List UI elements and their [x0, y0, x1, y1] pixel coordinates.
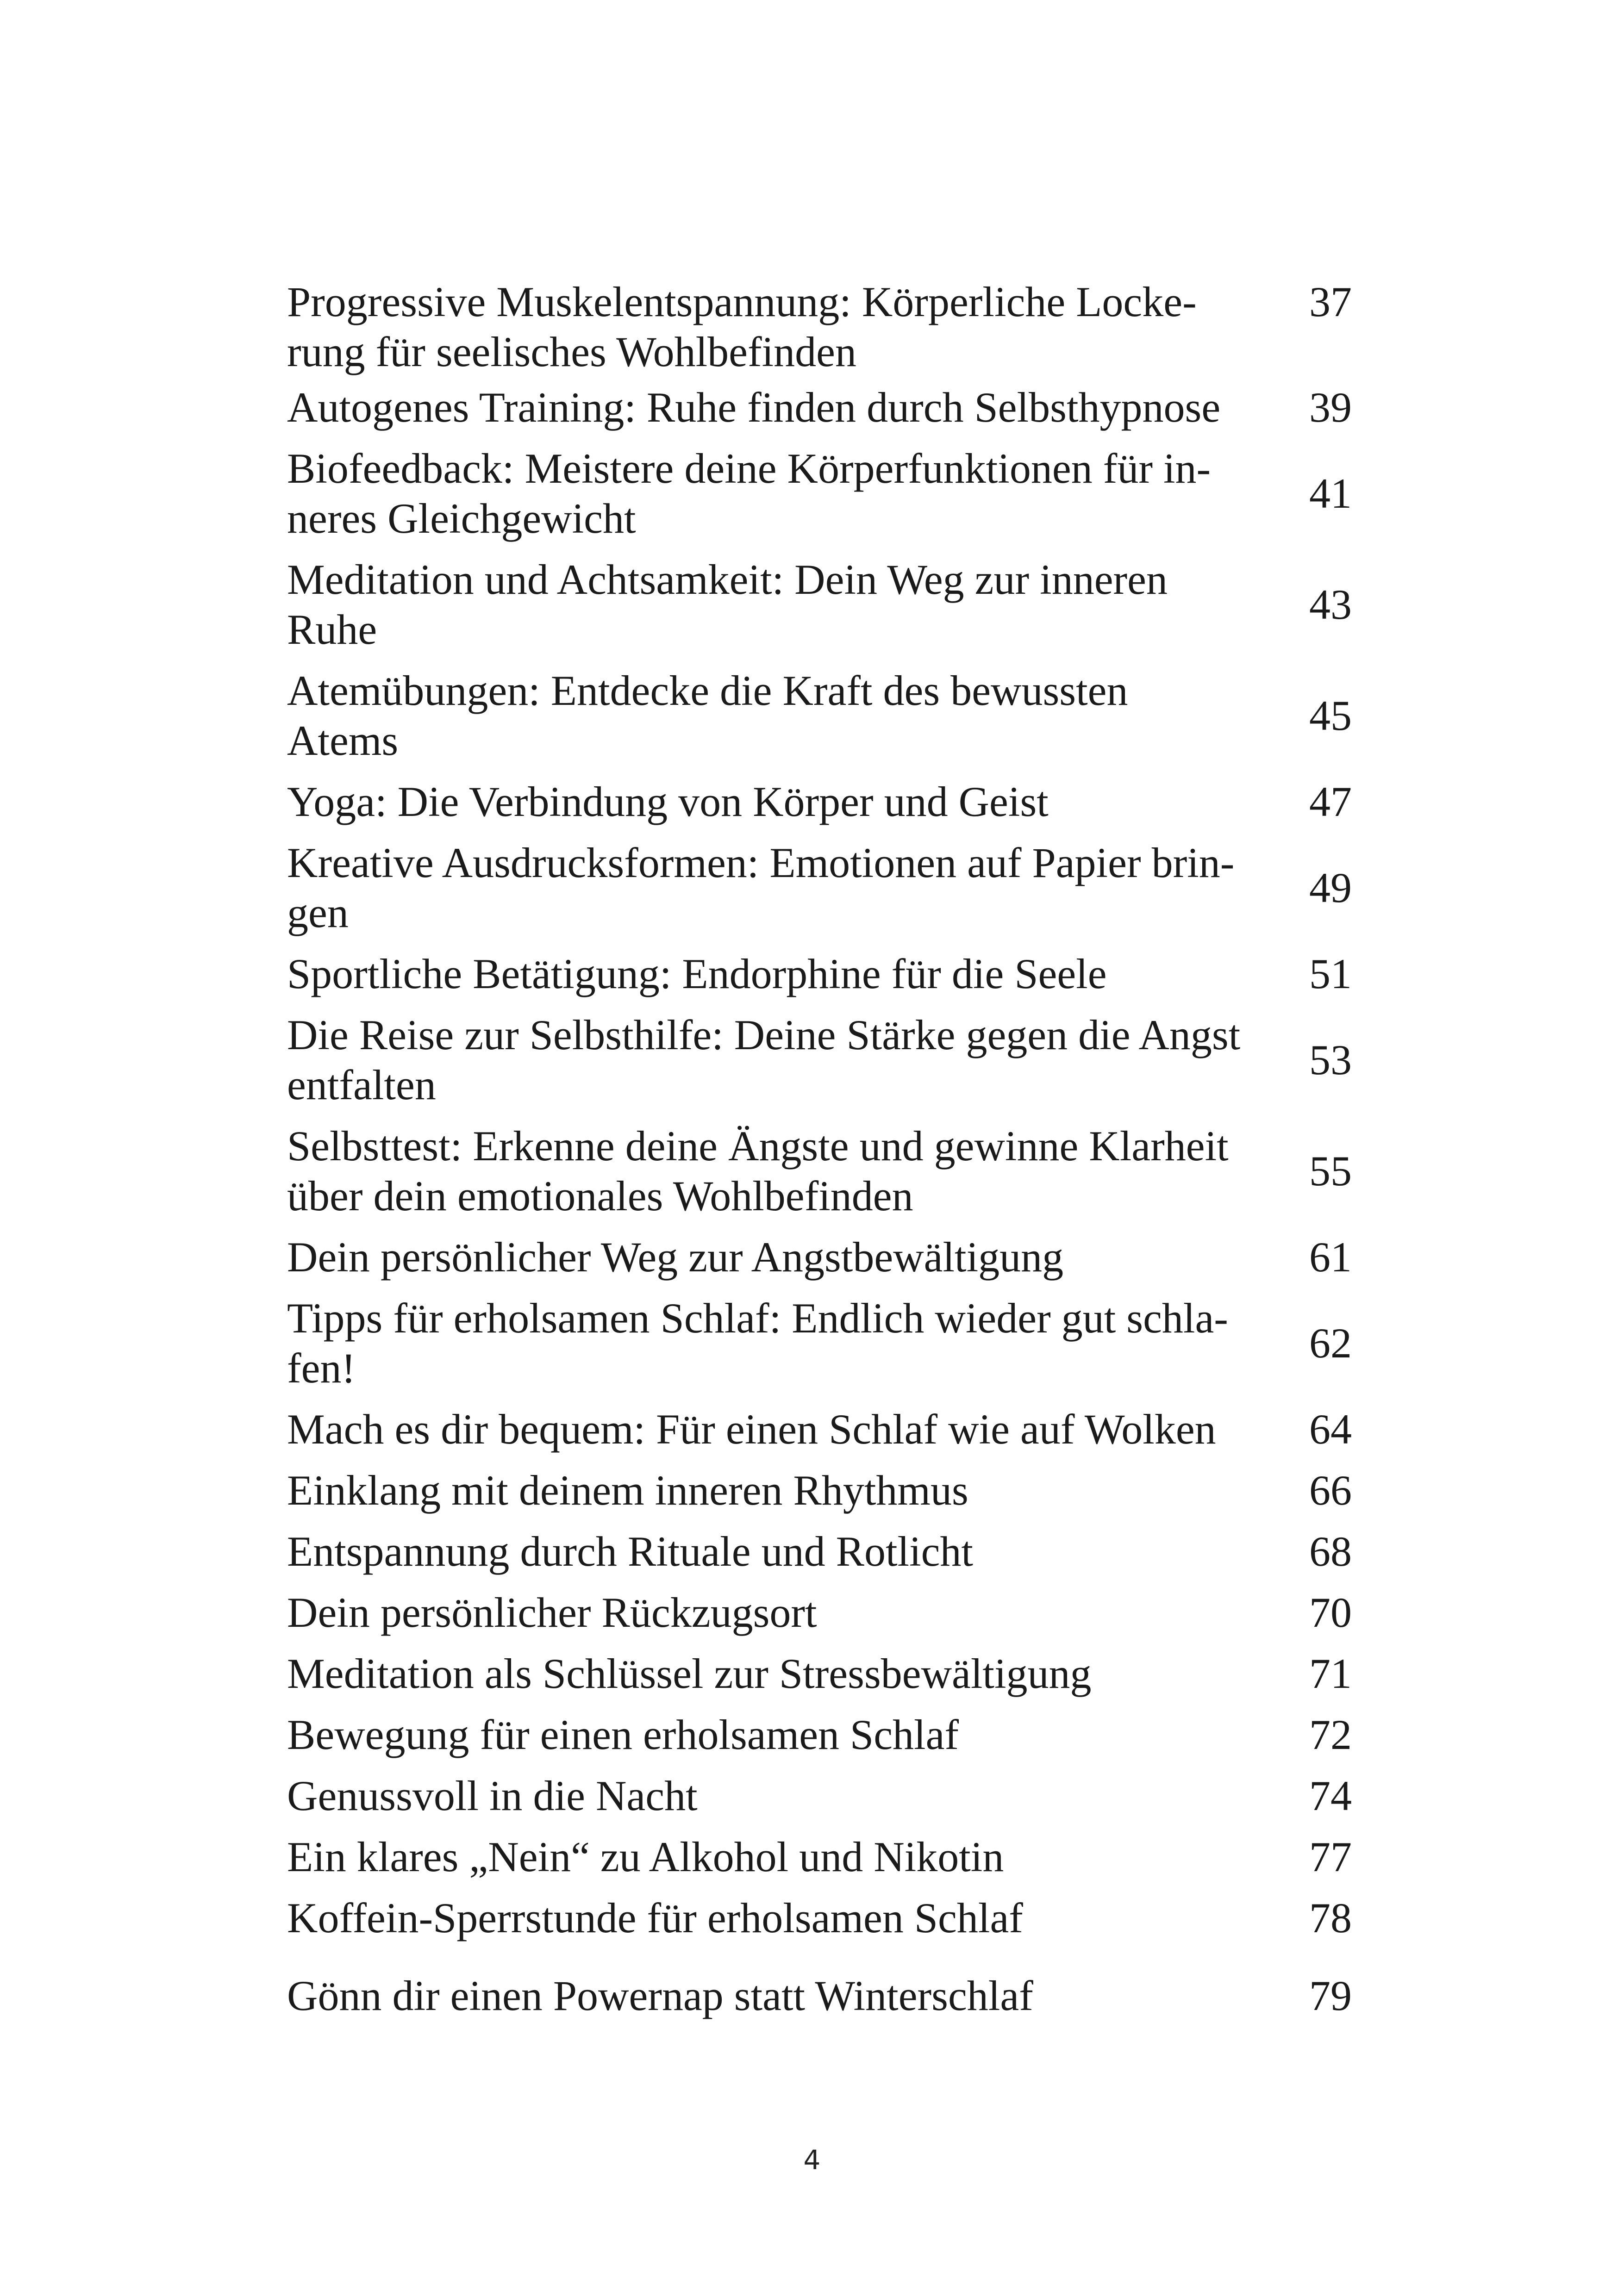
toc-entry — [287, 1288, 1352, 1399]
toc-entry-title: Yoga: Die Verbindung von Körper und Geist — [287, 778, 1049, 825]
toc-entry — [287, 1826, 1352, 1887]
toc-entry-page: 72 — [1309, 1711, 1352, 1758]
toc-entry-title: Genussvoll in die Nacht — [287, 1772, 698, 1819]
toc-entry — [287, 1704, 1352, 1765]
toc-entry-page: 41 — [1309, 470, 1352, 517]
toc-entry-title: Entspannung durch Rituale und Rotlicht — [287, 1528, 974, 1575]
toc-entry-page: 62 — [1309, 1319, 1352, 1367]
table-of-contents — [287, 277, 1352, 2021]
toc-entry-title: Atemübungen: Entdecke die Kraft des bewussten Atems — [287, 667, 1128, 764]
toc-entry-title: Sportliche Betätigung: Endorphine für die Seele — [287, 950, 1107, 997]
toc-entry-page: 55 — [1309, 1147, 1352, 1195]
toc-entry-title: Meditation und Achtsamkeit: Dein Weg zur inneren Ruhe — [287, 556, 1168, 653]
toc-entry — [287, 832, 1352, 943]
toc-entry-page: 51 — [1309, 950, 1352, 997]
toc-entry-title: Dein persönlicher Rückzugsort — [287, 1589, 817, 1636]
toc-entry — [287, 771, 1352, 832]
toc-entry-page: 78 — [1309, 1894, 1352, 1941]
toc-entry — [287, 1948, 1352, 2021]
toc-entry-page: 61 — [1309, 1233, 1352, 1281]
toc-entry-title: Meditation als Schlüssel zur Stressbewältigung — [287, 1650, 1092, 1697]
toc-entry-title: Bewegung für einen erholsamen Schlaf — [287, 1711, 959, 1758]
toc-entry-page: 79 — [1309, 1972, 1352, 2019]
toc-entry — [287, 1115, 1352, 1226]
toc-entry-page: 68 — [1309, 1528, 1352, 1575]
toc-entry-title: Die Reise zur Selbsthilfe: Deine Stärke gegen die Angst entfalten — [287, 1011, 1241, 1108]
toc-entry — [287, 1643, 1352, 1704]
toc-entry-page: 47 — [1309, 778, 1352, 825]
toc-entry-title: Einklang mit deinem inneren Rhythmus — [287, 1467, 968, 1514]
toc-entry — [287, 549, 1352, 660]
toc-entry-page: 39 — [1309, 384, 1352, 431]
page-number: 4 — [803, 2144, 821, 2176]
toc-entry-page: 74 — [1309, 1772, 1352, 1819]
toc-entry-title: Dein persönlicher Weg zur Angstbewältigung — [287, 1233, 1064, 1281]
toc-entry — [287, 1399, 1352, 1460]
toc-entry-title: Gönn dir einen Powernap statt Winterschlaf — [287, 1972, 1033, 2019]
toc-entry-title: Progressive Muskelentspannung: Körperliche Locke- rung für seelisches Wohlbefinden — [287, 278, 1197, 375]
toc-entry-title: Tipps für erholsamen Schlaf: Endlich wieder gut schla- fen! — [287, 1294, 1228, 1392]
toc-entry-page: 45 — [1309, 692, 1352, 739]
toc-entry-page: 37 — [1309, 278, 1352, 325]
toc-entry — [287, 1765, 1352, 1826]
toc-entry — [287, 660, 1352, 771]
toc-entry-title: Koffein-Sperrstunde für erholsamen Schlaf — [287, 1894, 1023, 1941]
toc-entry-page: 71 — [1309, 1650, 1352, 1697]
toc-entry — [287, 1226, 1352, 1288]
toc-entry — [287, 1521, 1352, 1582]
toc-entry-page: 70 — [1309, 1589, 1352, 1636]
toc-entry-page: 64 — [1309, 1406, 1352, 1453]
toc-entry-title: Ein klares „Nein“ zu Alkohol und Nikotin — [287, 1833, 1004, 1880]
toc-entry — [287, 277, 1352, 377]
toc-entry-page: 49 — [1309, 864, 1352, 911]
toc-entry-page: 43 — [1309, 581, 1352, 628]
toc-entry-title: Mach es dir bequem: Für einen Schlaf wie auf Wolken — [287, 1406, 1216, 1453]
toc-entry-title: Selbsttest: Erkenne deine Ängste und gewinne Klarheit über dein emotionales Wohlbefinden — [287, 1122, 1229, 1220]
toc-entry-title: Autogenes Training: Ruhe finden durch Selbsthypnose — [287, 384, 1221, 431]
toc-entry — [287, 943, 1352, 1004]
toc-entry — [287, 1460, 1352, 1521]
toc-entry — [287, 1004, 1352, 1115]
toc-entry-page: 53 — [1309, 1036, 1352, 1083]
toc-entry-page: 77 — [1309, 1833, 1352, 1880]
toc-entry-title: Biofeedback: Meistere deine Körperfunktionen für in- neres Gleichgewicht — [287, 445, 1211, 542]
toc-entry — [287, 377, 1352, 438]
toc-entry — [287, 1887, 1352, 1948]
toc-entry — [287, 438, 1352, 549]
toc-entry-page: 66 — [1309, 1467, 1352, 1514]
toc-entry — [287, 1582, 1352, 1643]
toc-entry-title: Kreative Ausdrucksformen: Emotionen auf Papier brin- gen — [287, 839, 1235, 936]
